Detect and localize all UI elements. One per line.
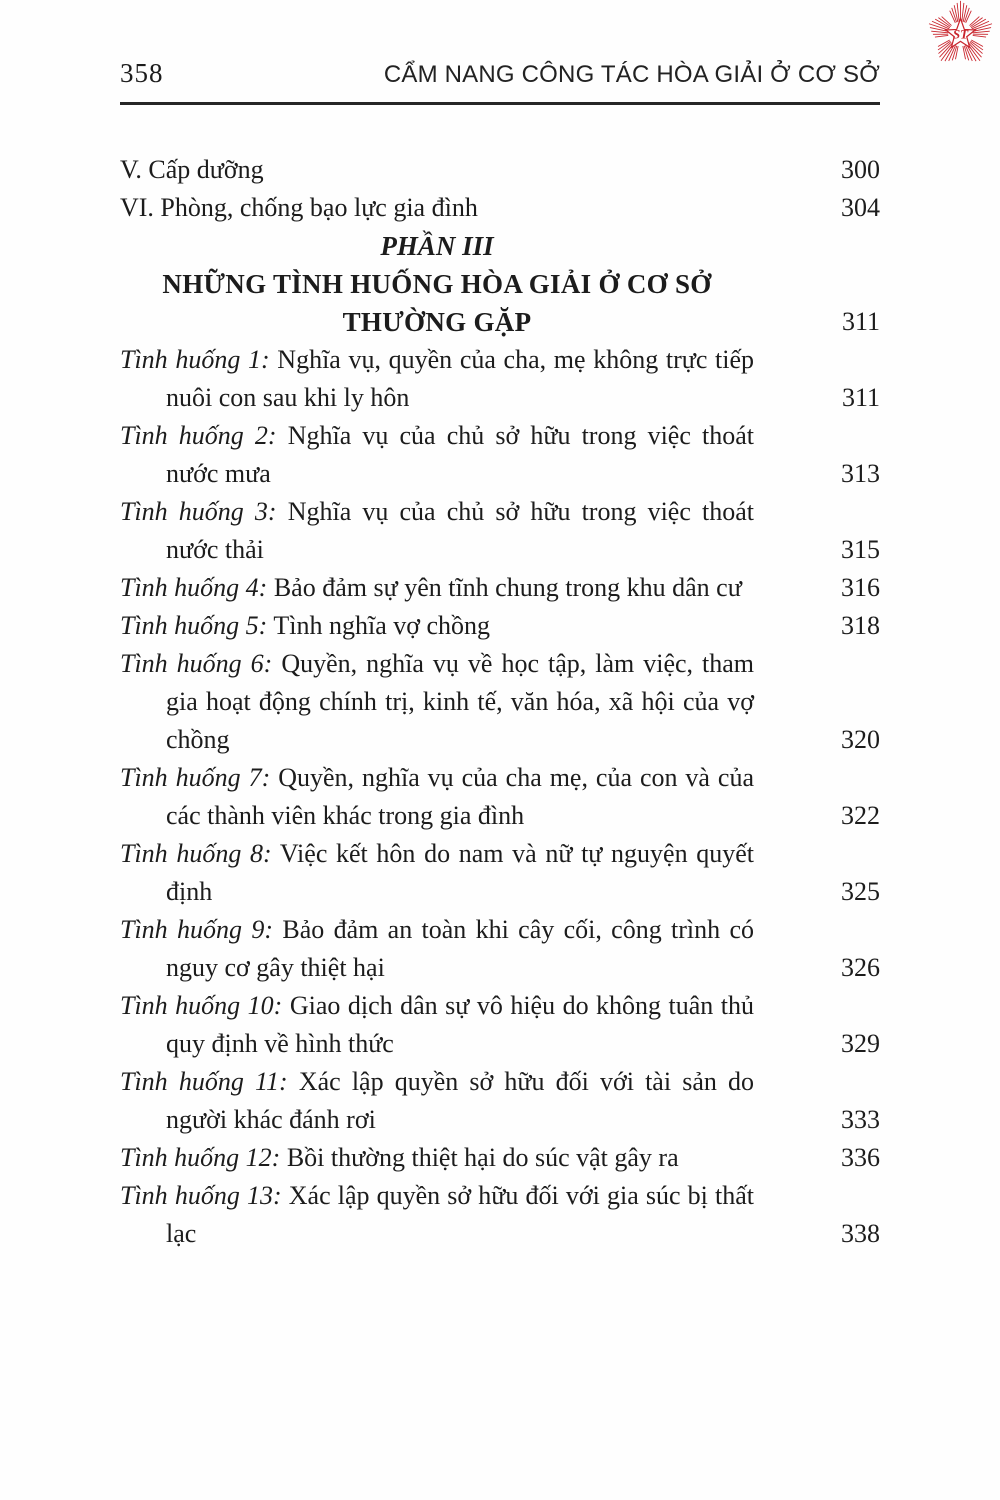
running-title: CẨM NANG CÔNG TÁC HÒA GIẢI Ở CƠ SỞ bbox=[383, 61, 880, 88]
toc-entry-page: 313 bbox=[841, 459, 880, 488]
toc-entry-title: Nghĩa vụ, quyền của cha, mẹ không trực tiếp nuôi con sau khi ly hôn bbox=[166, 345, 754, 412]
star-logo-icon bbox=[922, 0, 999, 68]
toc-entry-title: Nghĩa vụ của chủ sở hữu trong việc thoát nước thải bbox=[166, 497, 754, 564]
section-kicker: PHẦN III bbox=[380, 231, 494, 261]
toc-entry-page: 311 bbox=[841, 383, 880, 412]
toc-entry-text bbox=[120, 987, 754, 1063]
toc-entry-text bbox=[120, 341, 754, 417]
toc-entry-label: Tình huống 4: bbox=[120, 573, 268, 602]
toc-entry-title: Tình nghĩa vợ chồng bbox=[273, 611, 491, 640]
folio-number: 358 bbox=[120, 58, 164, 88]
toc-entry-label: Tình huống 5: bbox=[120, 611, 268, 640]
toc-entry bbox=[120, 607, 880, 645]
toc-entry-label: Tình huống 12: bbox=[120, 1143, 281, 1172]
toc-entry-label: Tình huống 8: bbox=[120, 839, 272, 868]
section-title-line1: NHỮNG TÌNH HUỐNG HÒA GIẢI Ở CƠ SỞ bbox=[162, 269, 712, 299]
toc-entry-text: VI. Phòng, chống bạo lực gia đình bbox=[120, 193, 478, 222]
toc-entry-title: Quyền, nghĩa vụ về học tập, làm việc, tham gia hoạt động chính trị, kinh tế, văn hóa, xã hội của vợ chồng bbox=[166, 649, 755, 754]
toc-entry-page: 304 bbox=[841, 193, 880, 222]
toc-entry bbox=[120, 189, 880, 227]
toc-entry-page: 326 bbox=[841, 953, 880, 982]
toc-entry bbox=[120, 645, 880, 759]
toc-entry-page: 316 bbox=[841, 573, 880, 602]
toc-entry-title: Nghĩa vụ của chủ sở hữu trong việc thoát nước mưa bbox=[166, 421, 754, 488]
toc-entry-page: 329 bbox=[841, 1029, 880, 1058]
toc-entry bbox=[120, 569, 880, 607]
toc-entry-title: Xác lập quyền sở hữu đối với tài sản do người khác đánh rơi bbox=[166, 1067, 754, 1134]
toc-entry-page: 325 bbox=[841, 877, 880, 906]
toc-entry-page: 320 bbox=[841, 725, 880, 754]
page-content bbox=[120, 58, 880, 1253]
toc-entry-label: Tình huống 2: bbox=[120, 421, 277, 450]
toc-entry bbox=[120, 493, 880, 569]
toc-entry-label: Tình huống 6: bbox=[120, 649, 273, 678]
section-titles bbox=[120, 227, 754, 341]
toc-entry-title: Bồi thường thiệt hại do súc vật gây ra bbox=[286, 1143, 679, 1172]
toc-entry-title: Giao dịch dân sự vô hiệu do không tuân thủ quy định về hình thức bbox=[166, 991, 755, 1058]
toc-entry-page: 338 bbox=[841, 1219, 880, 1248]
toc-entry-label: Tình huống 10: bbox=[120, 991, 283, 1020]
toc-entry bbox=[120, 759, 880, 835]
toc-entry bbox=[120, 1139, 880, 1177]
toc-entry-label: Tình huống 9: bbox=[120, 915, 274, 944]
toc-entry-label: Tình huống 7: bbox=[120, 763, 271, 792]
toc-entry-title: Bảo đảm an toàn khi cây cối, công trình có nguy cơ gây thiệt hại bbox=[166, 915, 755, 982]
toc-entry-page: 336 bbox=[841, 1143, 880, 1172]
toc-entry-page: 333 bbox=[841, 1105, 880, 1134]
toc-entry-label: Tình huống 1: bbox=[120, 345, 270, 374]
toc-entry bbox=[120, 341, 880, 417]
table-of-contents bbox=[120, 151, 880, 1253]
toc-entry-text bbox=[120, 835, 754, 911]
toc-entry-label: Tình huống 13: bbox=[120, 1181, 282, 1210]
toc-entry bbox=[120, 1063, 880, 1139]
toc-entry-page: 315 bbox=[841, 535, 880, 564]
section-title-line2: THƯỜNG GẶP bbox=[342, 307, 532, 337]
toc-entry-text: V. Cấp dưỡng bbox=[120, 155, 264, 184]
toc-entry-text bbox=[120, 645, 754, 759]
publisher-logo bbox=[922, 0, 999, 68]
section-heading bbox=[120, 227, 880, 341]
toc-entry-title: Việc kết hôn do nam và nữ tự nguyện quyết định bbox=[166, 839, 755, 906]
toc-entry-text bbox=[120, 1177, 754, 1253]
toc-entry-text bbox=[120, 1139, 754, 1177]
toc-entry-page: 322 bbox=[841, 801, 880, 830]
toc-entry-text bbox=[120, 759, 754, 835]
toc-entry bbox=[120, 987, 880, 1063]
toc-entry-text bbox=[120, 607, 754, 645]
toc-entry-text bbox=[120, 1063, 754, 1139]
toc-entry bbox=[120, 911, 880, 987]
publisher-monogram: ST bbox=[952, 26, 969, 42]
toc-entry-text bbox=[120, 911, 754, 987]
toc-entry bbox=[120, 835, 880, 911]
toc-entry-title: Bảo đảm sự yên tĩnh chung trong khu dân cư bbox=[273, 573, 742, 602]
toc-entry-page: 318 bbox=[841, 611, 880, 640]
toc-entry bbox=[120, 151, 880, 189]
toc-entry-label: Tình huống 3: bbox=[120, 497, 277, 526]
toc-entry-title: Xác lập quyền sở hữu đối với gia súc bị thất lạc bbox=[166, 1181, 755, 1248]
section-page: 311 bbox=[841, 307, 880, 336]
toc-entry-title: Quyền, nghĩa vụ của cha mẹ, của con và của các thành viên khác trong gia đình bbox=[166, 763, 755, 830]
toc-entry-text bbox=[120, 493, 754, 569]
page-header bbox=[120, 58, 880, 105]
toc-entry-page: 300 bbox=[841, 155, 880, 184]
toc-entry-text bbox=[120, 569, 754, 607]
toc-entry bbox=[120, 1177, 880, 1253]
toc-entry bbox=[120, 417, 880, 493]
toc-entry-label: Tình huống 11: bbox=[120, 1067, 288, 1096]
toc-entry-text bbox=[120, 417, 754, 493]
